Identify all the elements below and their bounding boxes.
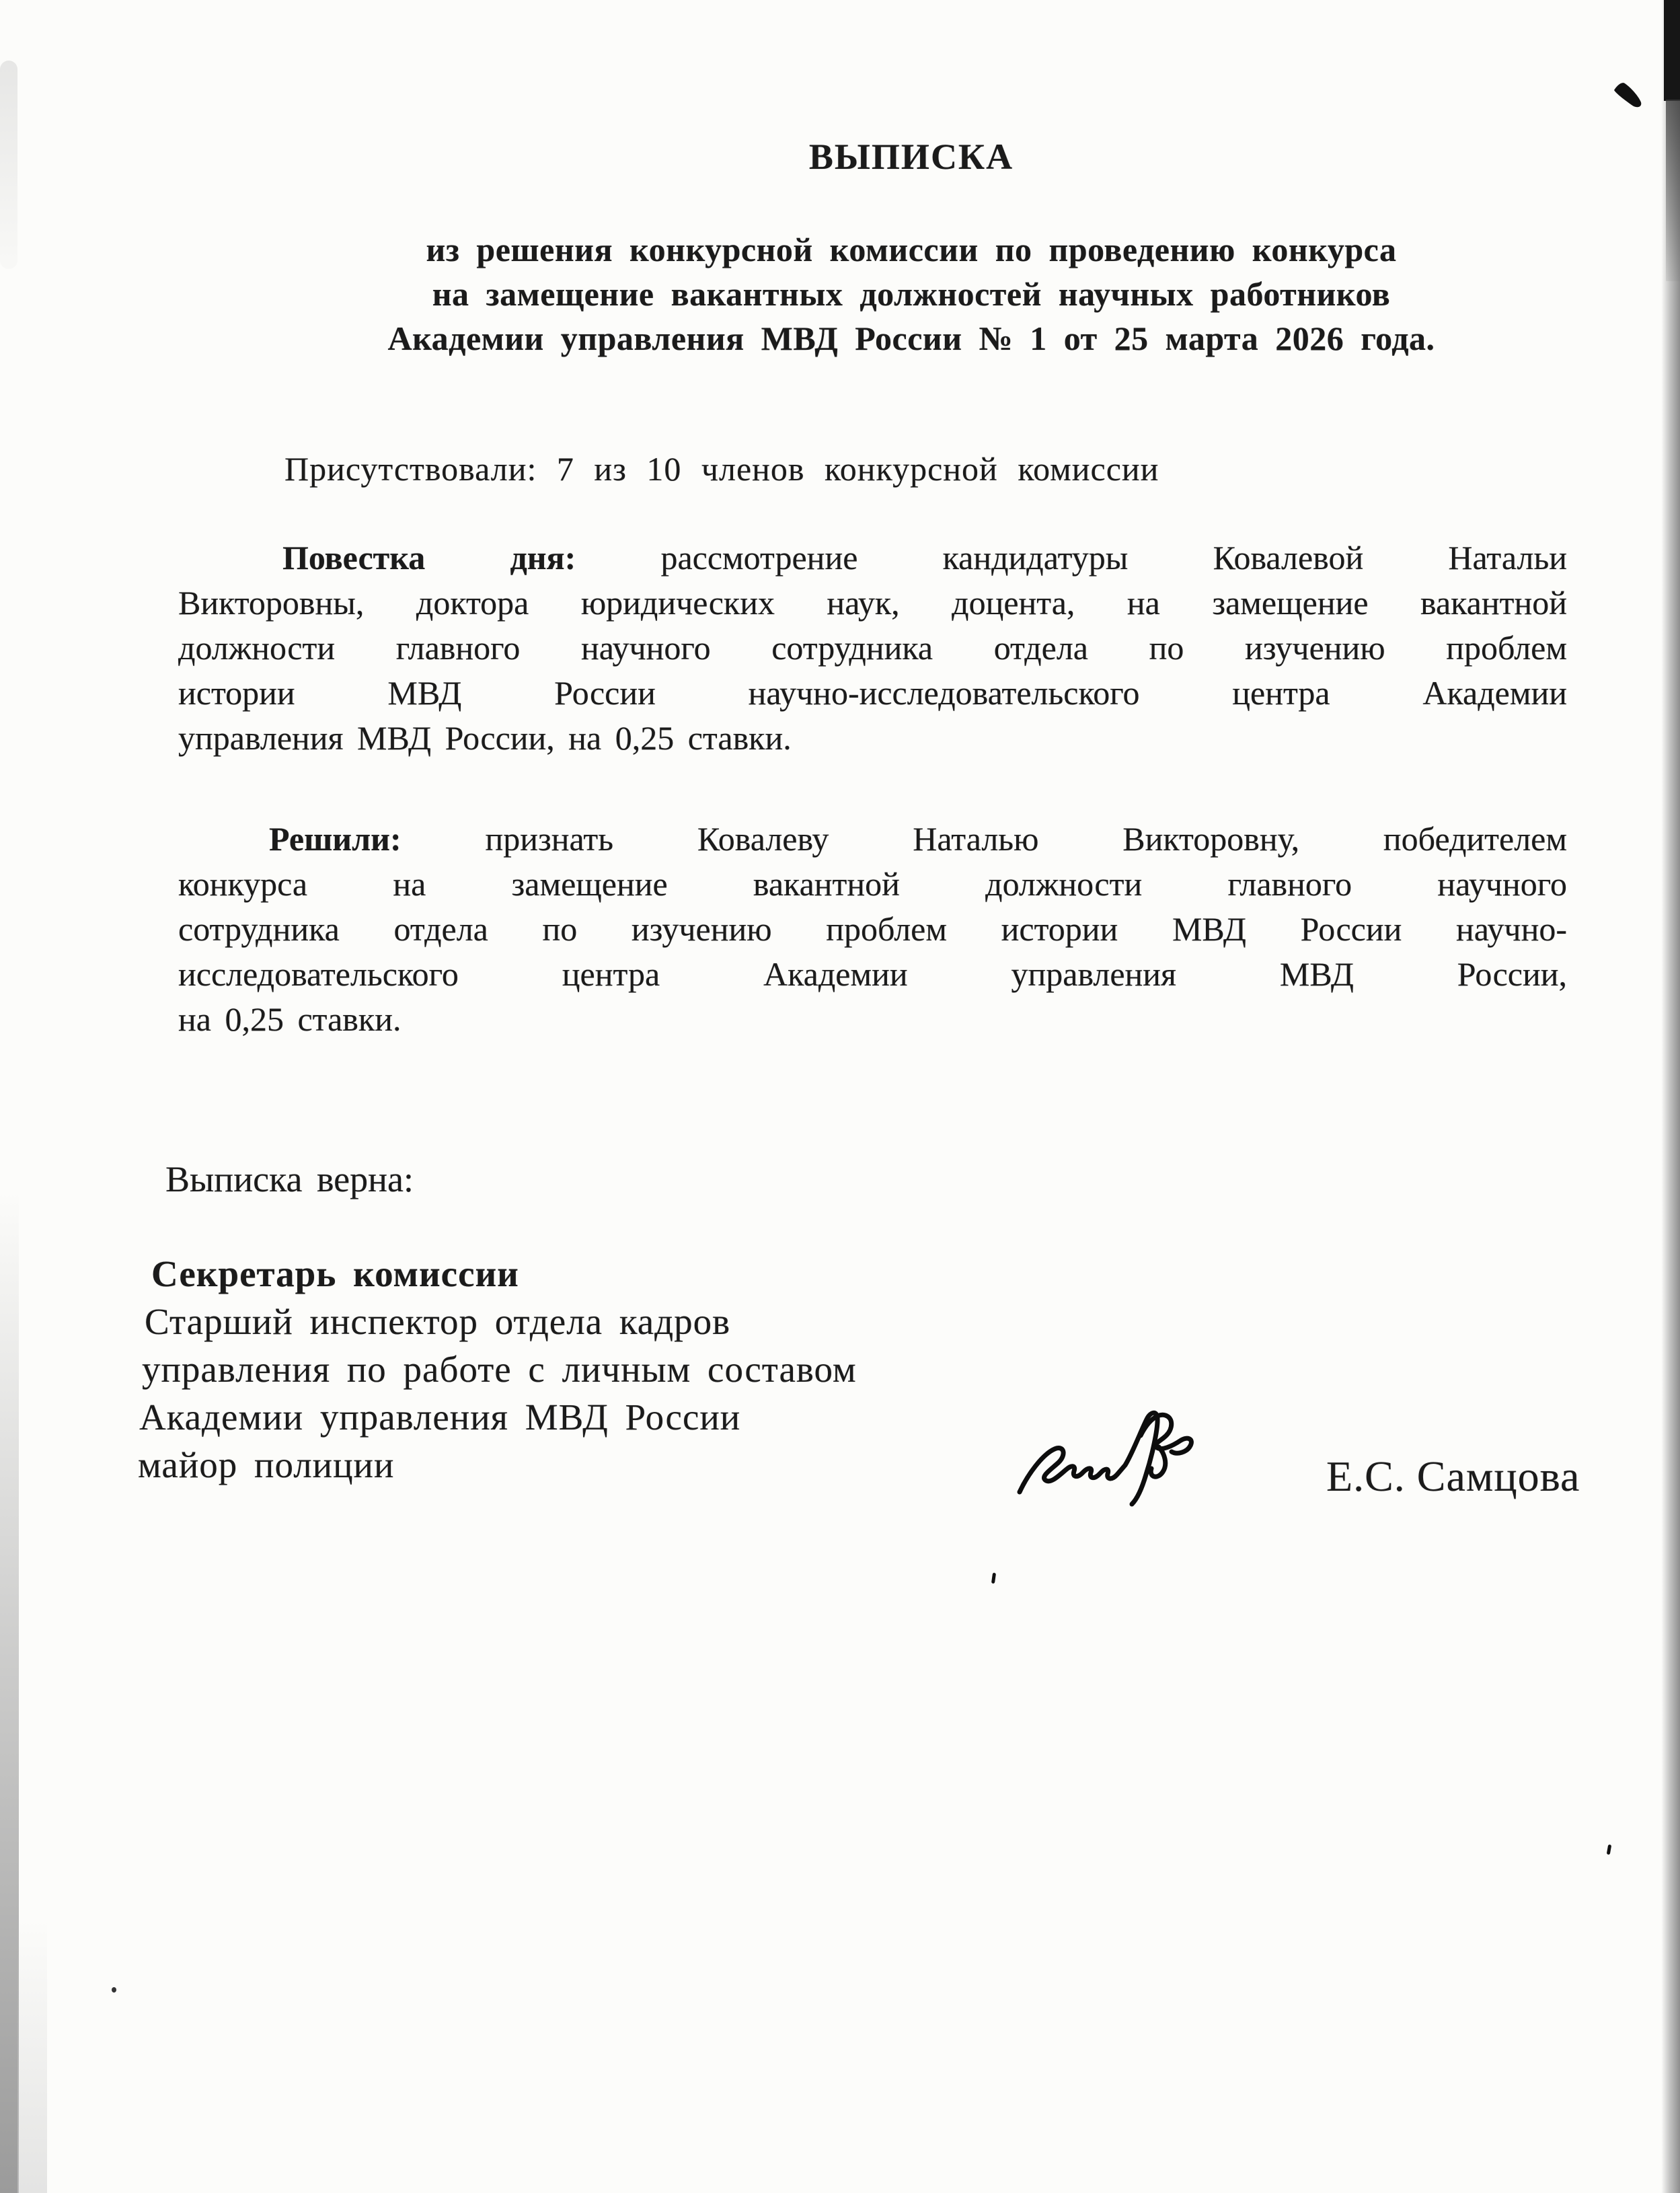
decision-line: исследовательского центра Академии управления МВД России,: [178, 955, 1567, 993]
decision-line: [178, 817, 1567, 862]
agenda-lead: Повестка дня:: [282, 539, 576, 577]
document-subtitle: [202, 227, 1621, 361]
agenda-paragraph: [178, 535, 1567, 761]
agenda-line: должности главного научного сотрудника отдела по изучению проблем: [178, 629, 1567, 667]
subtitle-line: из решения конкурсной комиссии по проведению конкурса: [426, 231, 1397, 268]
scan-corner-shadow: [1664, 0, 1680, 101]
ink-speck: [1607, 1845, 1612, 1855]
decision-line: сотрудника отдела по изучению проблем истории МВД России научно-: [178, 910, 1567, 948]
ink-speck: [112, 1987, 116, 1993]
scan-corner-shadow-taper: [1666, 100, 1680, 281]
signer-name: Е.С. Самцова: [1326, 1452, 1580, 1500]
agenda-line: управления МВД России, на 0,25 ставки.: [178, 719, 792, 757]
pen-stroke-mark: [1611, 81, 1644, 109]
scan-edge-left-light: [17, 1917, 47, 2193]
decision-line: на 0,25 ставки.: [178, 1000, 402, 1038]
secretary-role-line: Академии управления МВД России: [139, 1397, 741, 1438]
agenda-line: [178, 535, 1567, 581]
secretary-role-line: майор полиции: [138, 1444, 395, 1485]
scan-smudge: [0, 61, 17, 269]
document-title: ВЫПИСКА: [808, 137, 1014, 177]
handwritten-signature: [1007, 1405, 1216, 1519]
secretary-role-title: Секретарь комиссии: [151, 1253, 519, 1294]
scan-edge-right: [1661, 0, 1680, 2193]
agenda-line: Викторовны, доктора юридических наук, доцента, на замещение вакантной: [178, 584, 1567, 622]
attendance-line: Присутствовали: 7 из 10 членов конкурсной комиссии: [284, 450, 1159, 488]
agenda-line-text: рассмотрение кандидатуры Ковалевой Натальи: [660, 539, 1568, 577]
certification-line: Выписка верна:: [165, 1159, 414, 1199]
subtitle-line: на замещение вакантных должностей научных работников: [432, 275, 1391, 313]
signature-block: [138, 1250, 857, 1489]
ink-speck: [991, 1573, 996, 1584]
scan-edge-left: [0, 1191, 19, 2193]
secretary-role-line: Старший инспектор отдела кадров: [145, 1301, 731, 1342]
secretary-role-line: управления по работе с личным составом: [142, 1349, 857, 1390]
decision-line-text: признать Ковалеву Наталью Викторовну, победителем: [485, 820, 1568, 858]
subtitle-line: Академии управления МВД России № 1 от 25 марта 2026 года.: [387, 320, 1435, 357]
decision-paragraph: [178, 817, 1567, 1042]
agenda-line: истории МВД России научно-исследовательского центра Академии: [178, 674, 1567, 712]
decision-lead: Решили:: [269, 820, 402, 858]
decision-line: конкурса на замещение вакантной должности главного научного: [178, 865, 1567, 903]
